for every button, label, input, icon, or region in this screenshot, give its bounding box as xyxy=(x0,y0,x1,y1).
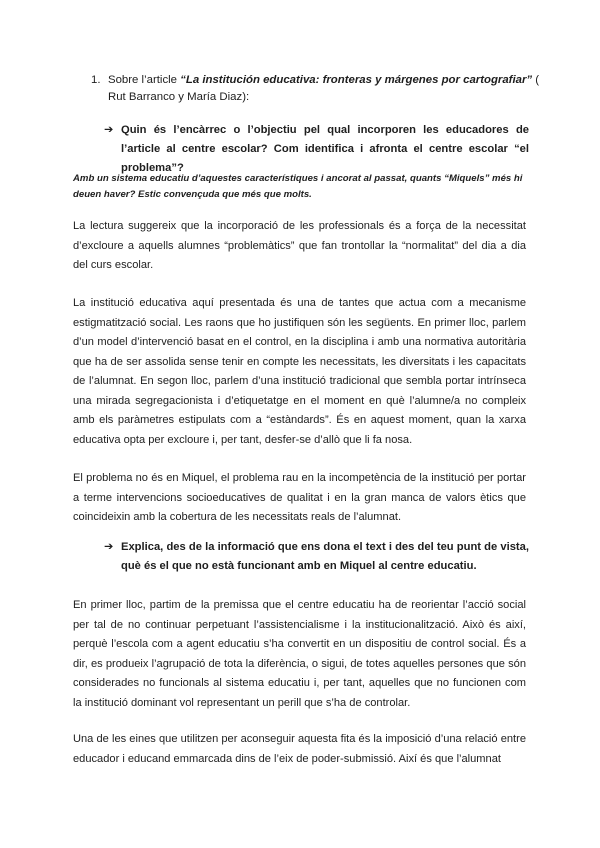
paragraph: En primer lloc, partim de la premissa que el centre educatiu ha de reorientar l’acció social per tal de no continuar perpetuant l’assistencialisme i la institucionalització. Això és així, perquè l’escola com a agent educatiu s’ha convertit en un dispositiu de control social. És a dir, es produeix l’agrupació de tota la diferència, o sigui, de totes aquelles persones que són considerades no funcionals al sistema educatiu i, per tant, aquelles que no funcionen com la institució dominant vol representant un perill que s’ha de controlar. xyxy=(73,599,526,709)
arrow-bullet-icon: ➔ xyxy=(104,124,114,136)
question-2-text: Explica, des de la informació que ens dona el text i des del teu punt de vista, què és el que no està funcionant amb en Miquel al centre educatiu. xyxy=(121,541,529,572)
article-title: “La institución educativa: fronteras y márgenes por cartografiar” xyxy=(180,74,533,86)
paragraph: El problema no és en Miquel, el problema rau en la incompetència de la institució per portar a terme intervencions socioeducatives de qualitat i en la gran manca de valors ètics que coincideixin amb la cobertura de les necessitats reals de l’alumnat. xyxy=(73,472,526,523)
article-reference xyxy=(108,72,541,106)
paragraph: La lectura suggereix que la incorporació de les professionals és a força de la necessitat d’excloure a aquells alumnes “problemàtics” que fan trontollar la “normalitat” del dia a dia del curs escolar. xyxy=(73,220,526,271)
paragraph: La institució educativa aquí presentada és una de tantes que actua com a mecanisme estigmatització social. Les raons que ho justifiquen són les següents. En primer lloc, parlem d’un model d’intervenció basat en el control, en la disciplina i amb una normativa autoritària que ha de ser assolida sense tenir en compte les necessitats, les diversitats i les capacitats de l’alumnat. En segon lloc, parlem d’una institució tradicional que sembla portar intrínseca una mirada segregacionista i d’etiquetatge en el moment en què l’alumne/a no compleix amb els paràmetres estipulats com a “estàndards”. És en aquest moment, quan la xarxa educativa opta per excloure i, per tant, desfer-se d’allò que li fa nosa. xyxy=(73,297,526,446)
paragraph: Una de les eines que utilitzen per aconseguir aquesta fita és la imposició d’una relació entre educador i educand emmarcada dins de l’eix de poder-submissió. Així és que l’alumnat xyxy=(73,733,526,765)
arrow-bullet-icon: ➔ xyxy=(104,541,114,553)
italic-quote: Amb un sistema educatiu d’aquestes característiques i ancorat al passat, quants “Miquels” més hi deuen haver? Estic convençuda que més que molts. xyxy=(73,173,523,200)
question-1 xyxy=(104,121,529,178)
list-item-1 xyxy=(91,72,541,106)
article-authors: ( Rut Barranco y María Diaz): xyxy=(108,74,540,103)
article-prefix: Sobre l’article xyxy=(108,74,181,86)
question-1-text: Quin és l’encàrrec o l’objectiu pel qual incorporen les educadores de l’article al centre escolar? Com identifica i afronta el centre escolar “el problema”? xyxy=(121,124,529,174)
question-2 xyxy=(104,538,529,576)
list-number: 1. xyxy=(91,74,101,86)
